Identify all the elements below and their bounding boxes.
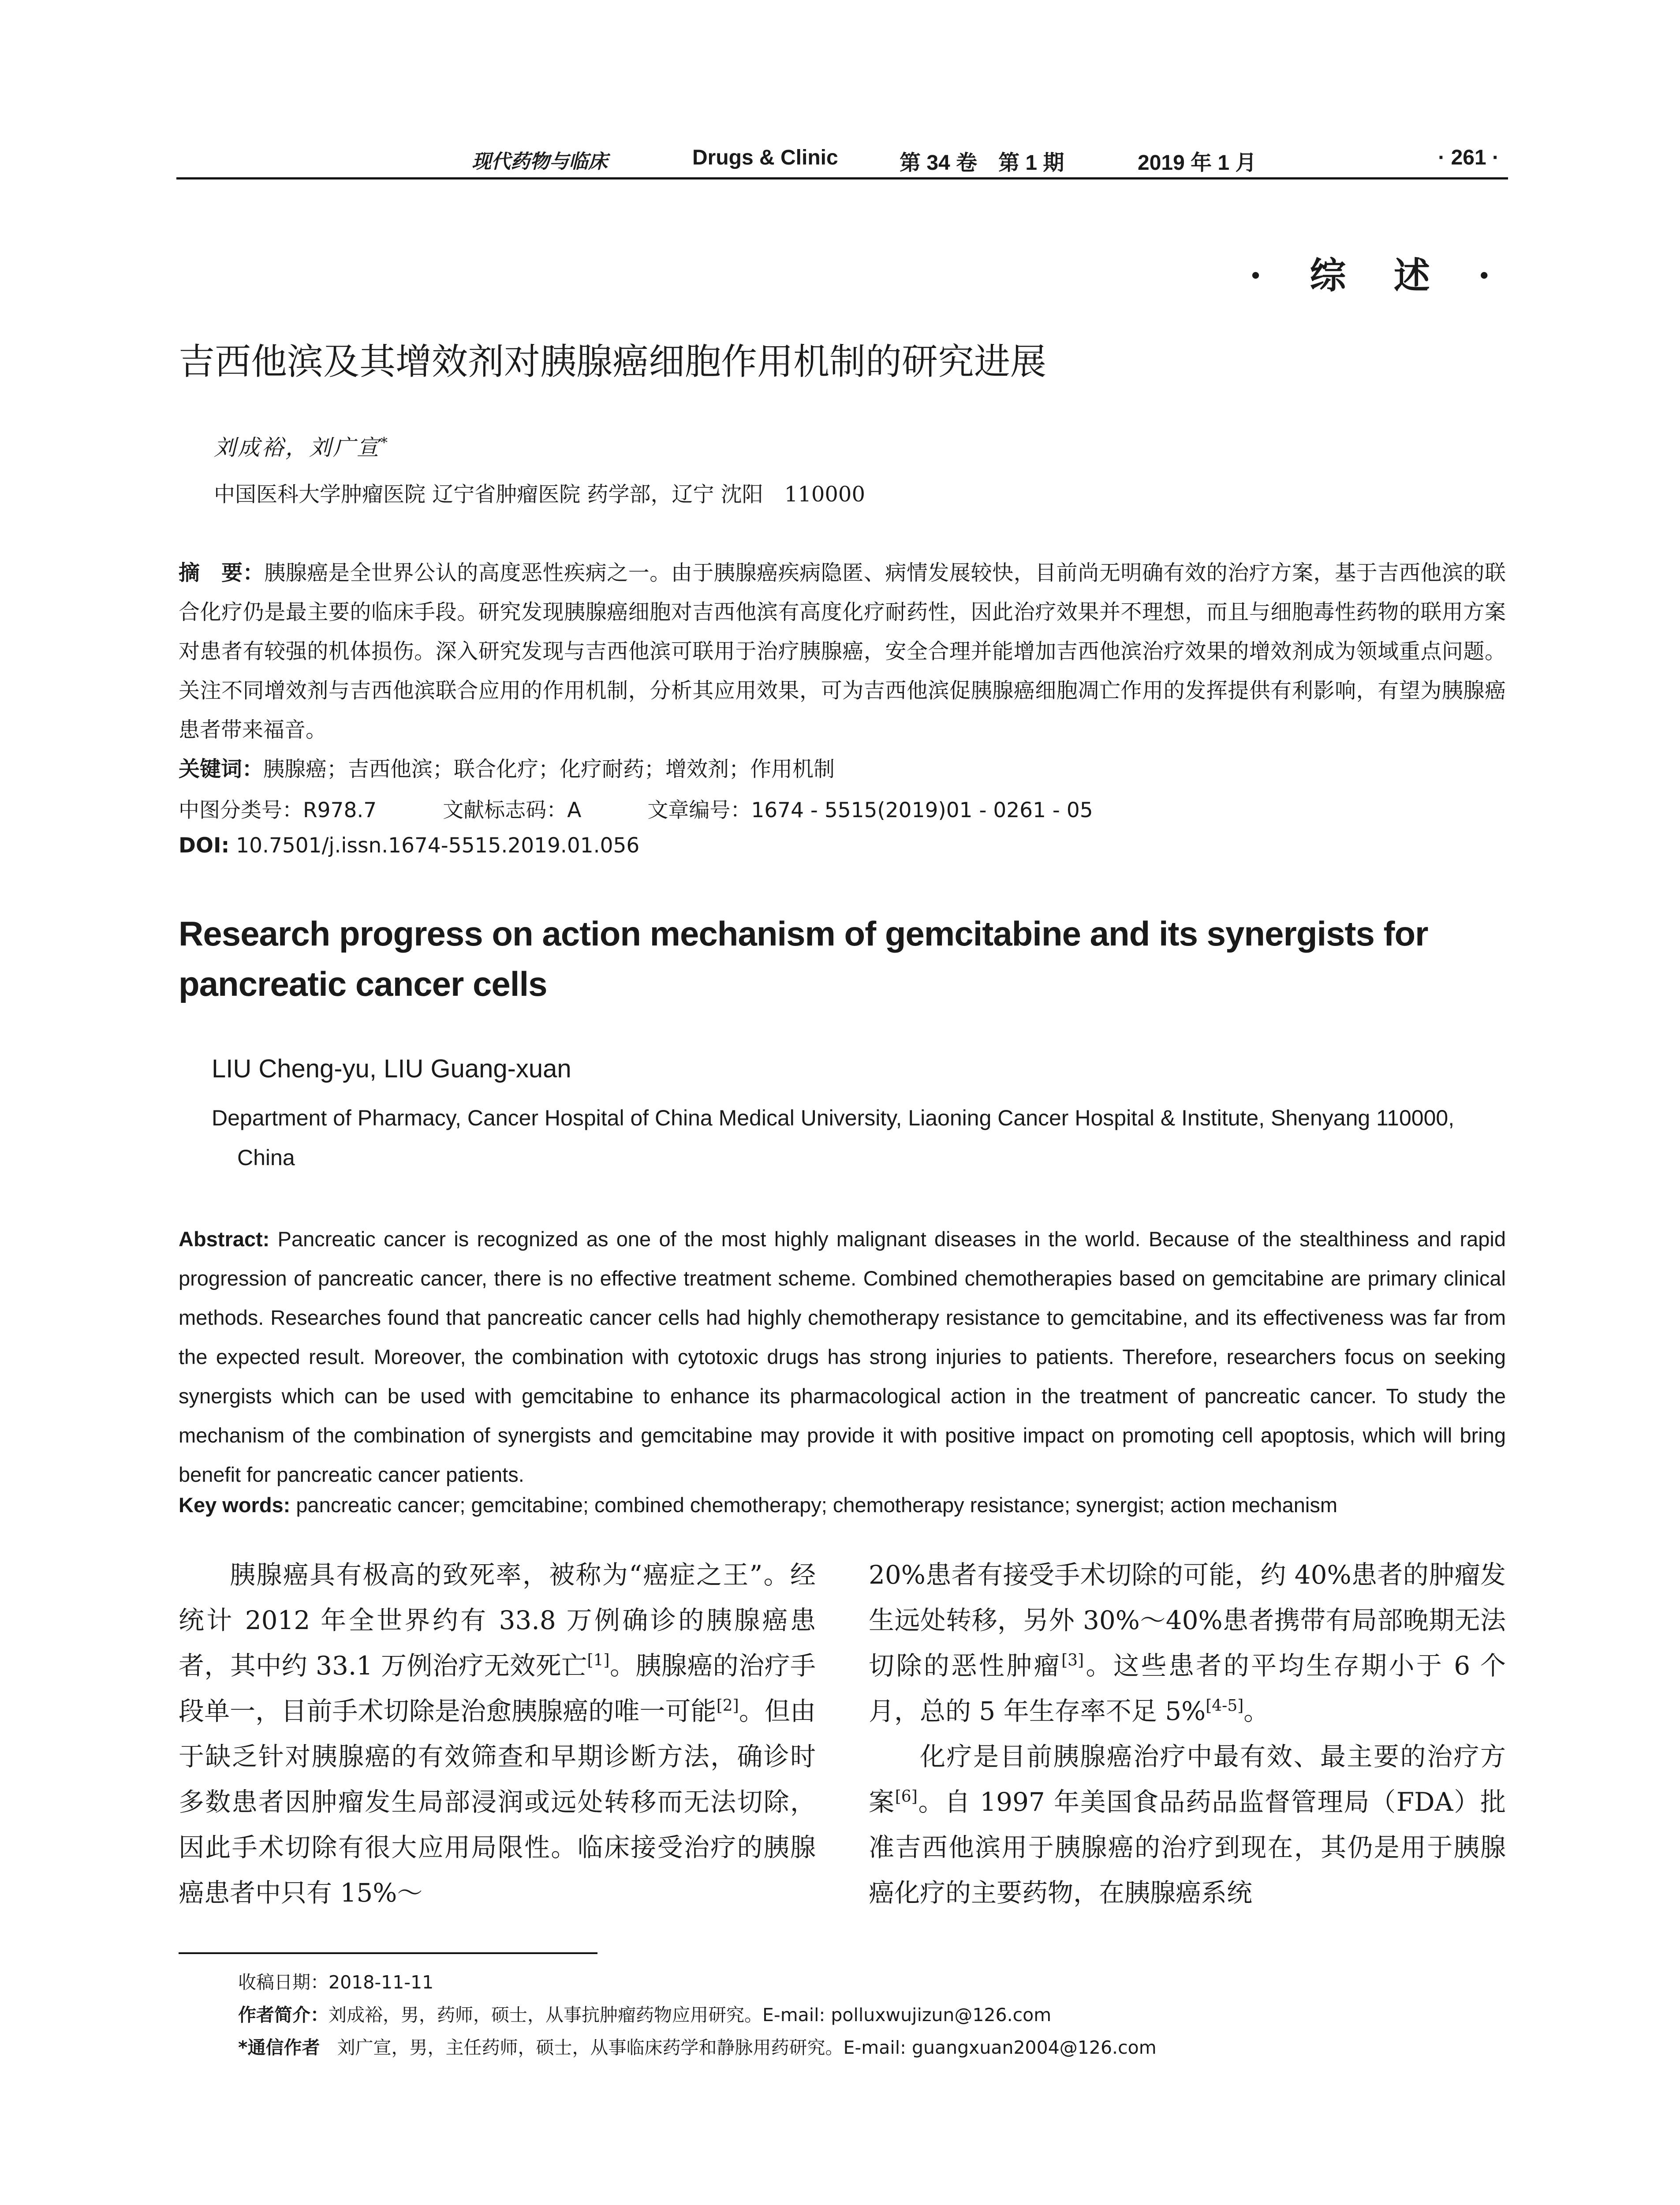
body-text: 。但由于缺乏针对胰腺癌的有效筛查和早期诊断方法，确诊时多数患者因肿瘤发生局部浸润或远处转移而无法切除，因此手术切除有很大应用局限性。临床接受治疗的胰腺癌患者中只有 15%～ [179,1696,816,1908]
body-text: 。这些患者的平均生存期小于 6 个月，总的 5 年生存率不足 5% [869,1651,1506,1726]
footnote-author [238,2000,1051,2026]
title-cn: 吉西他滨及其增效剂对胰腺癌细胞作用机制的研究进展 [179,341,1047,383]
body-paragraph [869,1734,1506,1916]
doi-value: 10.7501/j.issn.1674-5515.2019.01.056 [236,833,640,858]
article-no-label: 文章编号： [647,798,751,822]
clc-value: R978.7 [303,798,377,822]
keywords-en-label: Key words: [179,1493,291,1517]
keywords-cn-label: 关键词： [179,757,264,781]
article-no-value: 1674 - 5515(2019)01 - 0261 - 05 [751,798,1093,822]
citation: [2] [716,1697,739,1715]
citation: [3] [1061,1651,1084,1670]
body-text: 。自 1997 年美国食品药品监督管理局（FDA）批准吉西他滨用于胰腺癌的治疗到现在，其仍是用于胰腺癌化疗的主要药物，在胰腺癌系统 [869,1787,1506,1908]
keywords-en [179,1493,1506,1517]
corresponding-mark: * [381,434,389,451]
abstract-cn-label: 摘 要： [179,561,265,585]
volume-issue: 第 34 卷 第 1 期 [900,151,1064,175]
authors-en: LIU Cheng-yu, LIU Guang-xuan [212,1054,571,1083]
citation: [4-5] [1206,1697,1244,1715]
author-intro-text: 刘成裕，男，药师，硕士，从事抗肿瘤药物应用研究。E-mail: polluxwujizun@126.com [329,2004,1052,2026]
authors-cn [214,430,389,462]
doc-code-label: 文献标志码： [443,798,567,822]
journal-name-en: Drugs & Clinic [692,146,838,169]
corresponding-text: 刘广宣，男，主任药师，硕士，从事临床药学和静脉用药研究。E-mail: guangxuan2004@126.com [337,2037,1157,2058]
affiliation-en [212,1098,1517,1177]
classification-line [179,794,1093,823]
keywords-en-text: pancreatic cancer; gemcitabine; combined chemotherapy; chemotherapy resistance; synergist; action mechanism [296,1493,1338,1517]
footnote-divider [179,1952,597,1954]
doc-code-value: A [567,798,582,822]
abstract-en-label: Abstract: [179,1227,270,1251]
body-text: 化疗是目前胰腺癌治疗中最有效、最主要的治疗方案 [869,1742,1506,1817]
footnote-corresponding [238,2033,1157,2059]
doi-line [179,833,639,858]
title-en: Research progress on action mechanism of gemcitabine and its synergists for pancreatic cancer cells [179,914,1428,1003]
affiliation-en-line-1: Department of Pharmacy, Cancer Hospital of China Medical University, Liaoning Cancer Hospital & Institute, Shenyang 110000, [212,1106,1455,1130]
citation: [1] [587,1651,610,1670]
body-paragraph [179,1552,816,1916]
body-text: 20%患者有接受手术切除的可能，约 40%患者的肿瘤发生远处转移，另外 30%～40%患者携带有局部晚期无法切除的恶性肿瘤 [869,1560,1506,1681]
abstract-en [179,1219,1506,1494]
author-intro-label: 作者简介： [238,2004,329,2026]
body-text: 胰腺癌具有极高的致死率，被称为“癌症之王”。经统计 2012 年全世界约有 33.8 万例确诊的胰腺癌患者，其中约 33.1 万例治疗无效死亡 [179,1560,816,1681]
received-date: 2018-11-11 [329,1972,434,1993]
body-text: 。 [1243,1696,1269,1726]
corresponding-label: *通信作者 [238,2037,320,2058]
abstract-en-text: Pancreatic cancer is recognized as one of the most highly malignant diseases in the world. Because of the stealthiness and rapid progression of pancreatic cancer, there is no effective treatment scheme. Combined chemotherapies based on gemcitabine are primary clinical methods. Researches found that pancreatic cancer cells had highly chemotherapy resistance to gemcitabine, and its effectiveness was far from the expected result. Moreover, the combination with cytotoxic drugs has strong injuries to patients. Therefore, researchers focus on seeking synergists which can be used with gemcitabine to enhance its pharmacological action in the treatment of pancreatic cancer. To study the mechanism of the combination of synergists and gemcitabine may provide it with positive impact on promoting cell apoptosis, which will bring benefit for pancreatic cancer patients. [179,1227,1506,1486]
received-label: 收稿日期： [238,1972,329,1993]
authors-cn-names: 刘成裕，刘广宣 [214,435,381,460]
footnote-received [238,1968,433,1994]
section-tag: · 综 述 · [1249,254,1508,297]
body-paragraph [869,1552,1506,1734]
citation: [6] [895,1787,918,1806]
doi-label: DOI: [179,833,230,858]
issue-date: 2019 年 1 月 [1138,151,1257,175]
abstract-cn [179,553,1506,789]
body-column-right [869,1552,1506,1916]
journal-name-cn: 现代药物与临床 [472,150,608,173]
affiliation-cn: 中国医科大学肿瘤医院 辽宁省肿瘤医院 药学部，辽宁 沈阳 110000 [214,482,866,507]
body-text: 。胰腺癌的治疗手段单一，目前手术切除是治愈胰腺癌的唯一可能 [179,1651,816,1726]
running-header [176,142,1508,179]
abstract-cn-text: 胰腺癌是全世界公认的高度恶性疾病之一。由于胰腺癌疾病隐匿、病情发展较快，目前尚无明确有效的治疗方案，基于吉西他滨的联合化疗仍是最主要的临床手段。研究发现胰腺癌细胞对吉西他滨有高度化疗耐药性，因此治疗效果并不理想，而且与细胞毒性药物的联用方案对患者有较强的机体损伤。深入研究发现与吉西他滨可联用于治疗胰腺癌，安全合理并能增加吉西他滨治疗效果的增效剂成为领域重点问题。关注不同增效剂与吉西他滨联合应用的作用机制，分析其应用效果，可为吉西他滨促胰腺癌细胞凋亡作用的发挥提供有利影响，有望为胰腺癌患者带来福音。 [179,561,1506,742]
body-column-left [179,1552,816,1916]
affiliation-en-line-2: China [237,1145,295,1170]
page-number: · 261 · [1438,146,1499,169]
keywords-cn-text: 胰腺癌；吉西他滨；联合化疗；化疗耐药；增效剂；作用机制 [263,757,835,781]
clc-label: 中图分类号： [179,798,303,822]
